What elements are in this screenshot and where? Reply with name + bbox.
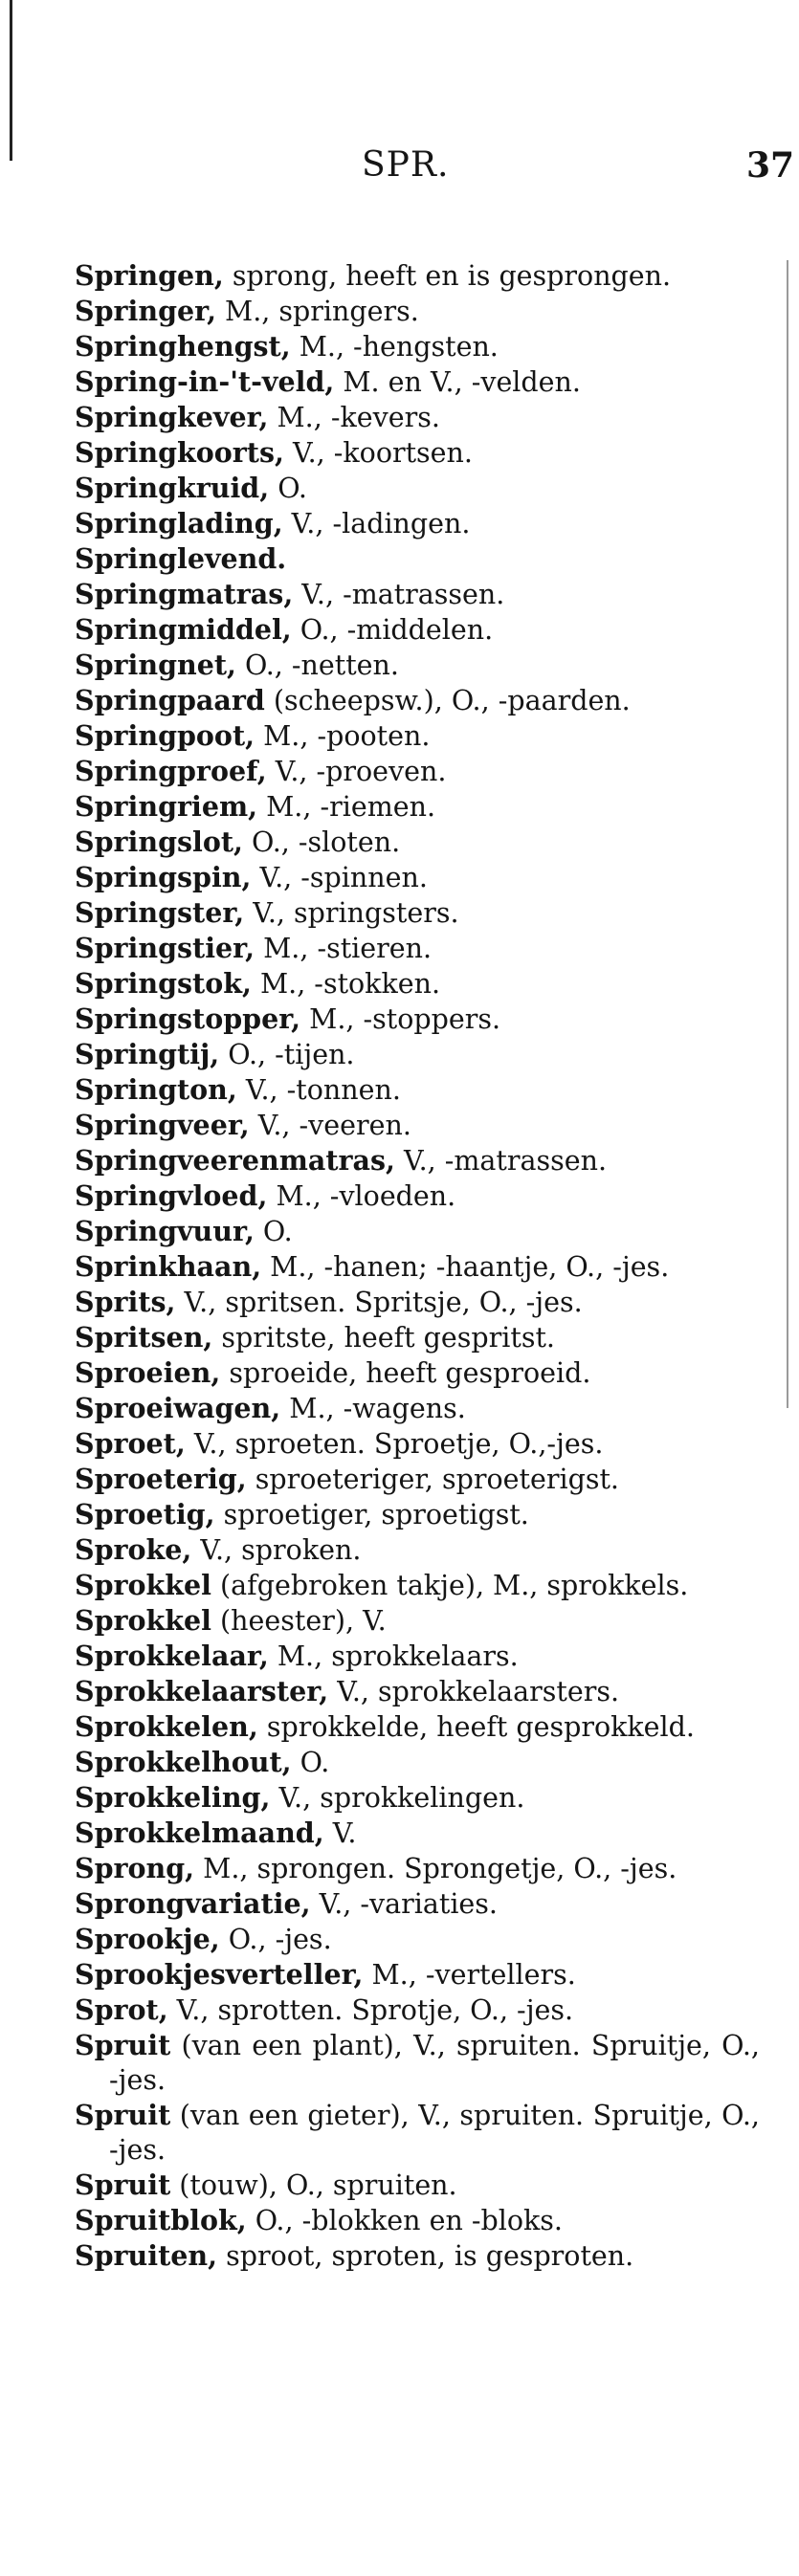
- entry-headword: Sprongvariatie,: [75, 1887, 311, 1920]
- entry-headword: Sprot,: [75, 1993, 168, 2026]
- left-margin-rule: [10, 0, 12, 161]
- entry-headword: Springstier,: [75, 932, 255, 964]
- entry-headword: Sprokkelhout,: [75, 1746, 292, 1778]
- dictionary-entry: [75, 1568, 760, 1603]
- entry-definition: (touw), O., spruiten.: [170, 2169, 457, 2201]
- dictionary-entry: [75, 506, 760, 541]
- entry-definition: V., sproeten. Sproetje, O.,-jes.: [185, 1428, 604, 1460]
- dictionary-entries: [75, 258, 760, 2274]
- entry-definition: M., -hengsten.: [290, 331, 499, 363]
- entry-headword: Sprits,: [75, 1286, 176, 1318]
- entry-headword: Sprokkelaar,: [75, 1640, 269, 1672]
- entry-definition: O., -middelen.: [291, 614, 494, 646]
- dictionary-entry: [75, 966, 760, 1002]
- dictionary-entry: [75, 1674, 760, 1709]
- entry-headword: Springmatras,: [75, 578, 294, 610]
- dictionary-entry: [75, 1426, 760, 1462]
- entry-headword: Springslot,: [75, 826, 243, 858]
- entry-headword: Springkruid,: [75, 472, 270, 504]
- dictionary-entry: [75, 1886, 760, 1922]
- entry-definition: V., -veeren.: [249, 1110, 411, 1141]
- dictionary-entry: [75, 789, 760, 825]
- dictionary-entry: [75, 2203, 760, 2238]
- dictionary-entry: [75, 400, 760, 435]
- entry-definition: sproeteriger, sproeterigst.: [246, 1464, 619, 1495]
- entry-headword: Springspin,: [75, 861, 252, 893]
- dictionary-entry: [75, 1639, 760, 1674]
- entry-definition: sproot, sproten, is gesproten.: [217, 2240, 634, 2272]
- entry-definition: M., -vloeden.: [267, 1180, 456, 1212]
- entry-definition: V., sprotten. Sprotje, O., -jes.: [167, 1994, 574, 2026]
- dictionary-entry: [75, 1320, 760, 1355]
- entry-definition: V., sprokkelingen.: [270, 1782, 525, 1814]
- entry-definition: V.: [323, 1817, 357, 1849]
- dictionary-entry: [75, 2238, 760, 2274]
- entry-headword: Springlading,: [75, 507, 283, 539]
- entry-definition: sproeide, heeft gesproeid.: [220, 1357, 591, 1389]
- entry-headword: Springvuur,: [75, 1215, 255, 1247]
- entry-definition: M., -vertellers.: [363, 1959, 576, 1991]
- entry-headword: Springstopper,: [75, 1002, 301, 1035]
- entry-headword: Springton,: [75, 1073, 237, 1106]
- entry-headword: Sprokkelaarster,: [75, 1675, 329, 1707]
- entry-definition: V., springsters.: [244, 897, 459, 929]
- entry-headword: Springtij,: [75, 1038, 220, 1070]
- dictionary-entry: [75, 1178, 760, 1214]
- page-number: 37: [746, 145, 795, 186]
- entry-definition: M., springers.: [216, 296, 419, 327]
- entry-definition: (heester), V.: [211, 1605, 387, 1637]
- entry-definition: sprong, heeft en is gesprongen.: [223, 260, 672, 292]
- page-heading: SPR.: [362, 145, 450, 185]
- entry-headword: Sproetig,: [75, 1498, 215, 1530]
- dictionary-entry: [75, 329, 760, 364]
- entry-definition: (van een plant), V., spruiten. Spruitje, O., -jes.: [109, 2030, 760, 2096]
- entry-headword: Springpoot,: [75, 719, 255, 752]
- entry-headword: Spring-in-'t-veld,: [75, 365, 335, 398]
- entry-headword: Sprokkel: [75, 1569, 211, 1601]
- entry-headword: Springster,: [75, 896, 245, 929]
- dictionary-entry: [75, 1497, 760, 1532]
- dictionary-entry: [75, 1993, 760, 2028]
- entry-definition: sproetiger, sproetigst.: [214, 1499, 529, 1530]
- dictionary-entry: [75, 435, 760, 471]
- entry-definition: O.: [269, 473, 307, 504]
- dictionary-entry: [75, 825, 760, 860]
- running-head: [0, 142, 799, 189]
- entry-definition: M. en V., -velden.: [334, 366, 581, 398]
- entry-headword: Spruitblok,: [75, 2204, 247, 2236]
- entry-headword: Sprokkelmaand,: [75, 1816, 324, 1849]
- entry-headword: Sprinkhaan,: [75, 1250, 262, 1283]
- entry-definition: (van een gieter), V., spruiten. Spruitje, O., -jes.: [109, 2100, 760, 2166]
- entry-definition: V., -variaties.: [310, 1888, 498, 1920]
- dictionary-entry: [75, 1391, 760, 1426]
- dictionary-entry: [75, 471, 760, 506]
- right-margin-rule: [787, 260, 788, 1408]
- entry-headword: Spruit: [75, 2099, 171, 2131]
- entry-definition: M., -stokken.: [251, 968, 440, 1000]
- entry-definition: O.: [291, 1747, 330, 1778]
- entry-headword: Sproke,: [75, 1533, 192, 1566]
- entry-headword: Spruit: [75, 2029, 171, 2061]
- entry-definition: M., sprongen. Sprongetje, O., -jes.: [194, 1853, 677, 1884]
- entry-headword: Springlevend.: [75, 542, 287, 575]
- dictionary-entry: [75, 1709, 760, 1745]
- dictionary-entry: [75, 1072, 760, 1108]
- dictionary-entry: [75, 718, 760, 754]
- entry-definition: O., -blokken en -bloks.: [246, 2205, 563, 2236]
- entry-definition: M., -pooten.: [255, 720, 431, 752]
- entry-definition: V., spritsen. Spritsje, O., -jes.: [175, 1287, 583, 1318]
- dictionary-entry: [75, 1143, 760, 1178]
- entry-headword: Sprookje,: [75, 1923, 220, 1955]
- dictionary-entry: [75, 1851, 760, 1886]
- dictionary-entry: [75, 577, 760, 612]
- entry-headword: Springpaard: [75, 684, 265, 716]
- entry-definition: M., sprokkelaars.: [268, 1640, 519, 1672]
- dictionary-entry: [75, 541, 760, 577]
- entry-headword: Sprokkelen,: [75, 1710, 258, 1743]
- entry-definition: M., -hanen; -haantje, O., -jes.: [261, 1251, 670, 1283]
- entry-headword: Springvloed,: [75, 1179, 268, 1212]
- entry-definition: O., -tijen.: [219, 1039, 355, 1070]
- entry-definition: sprokkelde, heeft gesprokkeld.: [257, 1711, 695, 1743]
- dictionary-entry: [75, 1780, 760, 1816]
- dictionary-entry: [75, 364, 760, 400]
- dictionary-entry: [75, 2168, 760, 2203]
- dictionary-entry: [75, 1108, 760, 1143]
- entry-headword: Springveerenmatras,: [75, 1144, 395, 1177]
- entry-definition: V., -ladingen.: [282, 508, 471, 539]
- entry-definition: V., -matrassen.: [293, 579, 505, 610]
- dictionary-entry: [75, 1462, 760, 1497]
- dictionary-entry: [75, 1355, 760, 1391]
- dictionary-entry: [75, 683, 760, 718]
- entry-headword: Sprookjesverteller,: [75, 1958, 364, 1991]
- entry-headword: Sprokkeling,: [75, 1781, 271, 1814]
- entry-headword: Springkever,: [75, 401, 269, 433]
- dictionary-entry: [75, 1002, 760, 1037]
- entry-headword: Springnet,: [75, 649, 236, 681]
- entry-definition: V., sproken.: [191, 1534, 362, 1566]
- entry-headword: Springhengst,: [75, 330, 291, 363]
- dictionary-entry: [75, 1745, 760, 1780]
- entry-headword: Springer,: [75, 295, 216, 327]
- dictionary-entry: [75, 1816, 760, 1851]
- dictionary-entry: [75, 258, 760, 294]
- entry-definition: M., -kevers.: [268, 402, 440, 433]
- entry-headword: Springproef,: [75, 755, 267, 787]
- entry-definition: O., -sloten.: [242, 826, 401, 858]
- dictionary-entry: [75, 754, 760, 789]
- entry-headword: Springen,: [75, 259, 224, 292]
- dictionary-entry: [75, 1532, 760, 1568]
- dictionary-entry: [75, 2098, 760, 2168]
- entry-definition: M., -stieren.: [255, 933, 433, 964]
- entry-definition: M., -riemen.: [257, 791, 436, 823]
- dictionary-entry: [75, 648, 760, 683]
- dictionary-entry: [75, 294, 760, 329]
- entry-headword: Springriem,: [75, 790, 258, 823]
- dictionary-entry: [75, 1037, 760, 1072]
- entry-definition: O.: [254, 1216, 293, 1247]
- dictionary-entry: [75, 1249, 760, 1285]
- entry-headword: Sproeiwagen,: [75, 1392, 281, 1424]
- entry-definition: (afgebroken takje), M., sprokkels.: [211, 1570, 689, 1601]
- entry-headword: Sproeien,: [75, 1356, 221, 1389]
- dictionary-entry: [75, 2028, 760, 2098]
- entry-headword: Sprokkel: [75, 1604, 211, 1637]
- entry-headword: Spruiten,: [75, 2239, 218, 2272]
- entry-headword: Springstok,: [75, 967, 252, 1000]
- dictionary-entry: [75, 1922, 760, 1957]
- entry-definition: O., -jes.: [219, 1924, 332, 1955]
- entry-headword: Spritsen,: [75, 1321, 213, 1354]
- dictionary-entry: [75, 612, 760, 648]
- dictionary-entry: [75, 860, 760, 895]
- entry-definition: V., sprokkelaarsters.: [328, 1676, 620, 1707]
- dictionary-entry: [75, 1603, 760, 1639]
- entry-definition: M., -stoppers.: [300, 1003, 501, 1035]
- entry-definition: V., -koortsen.: [283, 437, 473, 469]
- entry-definition: V., -proeven.: [266, 756, 447, 787]
- entry-definition: O., -netten.: [235, 650, 399, 681]
- dictionary-entry: [75, 1214, 760, 1249]
- dictionary-entry: [75, 1285, 760, 1320]
- entry-definition: V., -tonnen.: [236, 1074, 401, 1106]
- entry-headword: Sproet,: [75, 1427, 186, 1460]
- dictionary-entry: [75, 1957, 760, 1993]
- entry-definition: M., -wagens.: [280, 1393, 466, 1424]
- entry-definition: V., -spinnen.: [251, 862, 428, 893]
- entry-headword: Springkoorts,: [75, 436, 284, 469]
- entry-headword: Sproeterig,: [75, 1463, 247, 1495]
- entry-definition: V., -matrassen.: [394, 1145, 608, 1177]
- dictionary-entry: [75, 895, 760, 931]
- dictionary-entry: [75, 931, 760, 966]
- entry-headword: Spruit: [75, 2169, 171, 2201]
- entry-headword: Sprong,: [75, 1852, 195, 1884]
- entry-definition: (scheepsw.), O., -paarden.: [264, 685, 631, 716]
- entry-headword: Springveer,: [75, 1109, 250, 1141]
- entry-headword: Springmiddel,: [75, 613, 292, 646]
- entry-definition: spritste, heeft gespritst.: [212, 1322, 555, 1354]
